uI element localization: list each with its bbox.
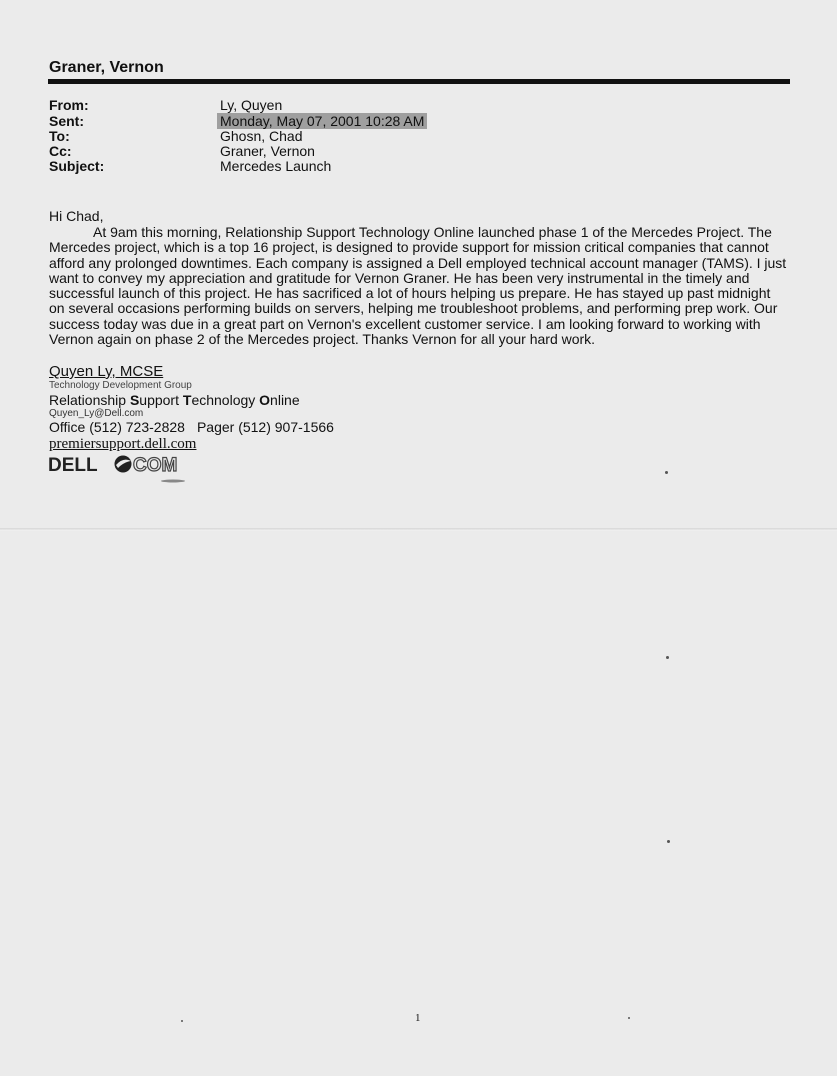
page-number: 1	[415, 1012, 421, 1024]
signature-phones	[49, 419, 334, 435]
scan-speck	[665, 471, 668, 474]
paper-fold-line	[0, 528, 837, 531]
logo-dell-text: DELL	[48, 455, 98, 476]
greeting: Hi Chad,	[49, 208, 104, 224]
subject-label: Subject:	[49, 158, 105, 174]
signature-name: Quyen Ly, MCSE	[49, 363, 164, 380]
to-value: Ghosn, Chad	[220, 128, 303, 144]
sent-value	[220, 114, 427, 129]
cc-label: Cc:	[49, 143, 72, 159]
to-label: To:	[49, 128, 70, 144]
signature-group: Technology Development Group	[49, 380, 192, 391]
org-initial: O	[259, 392, 271, 408]
logo-shadow	[161, 480, 185, 483]
subject-value: Mercedes Launch	[220, 158, 332, 174]
org-part: Relationship	[49, 392, 130, 408]
scan-speck	[667, 840, 670, 843]
office-phone: Office (512) 723-2828	[49, 419, 185, 435]
sent-value-text: Monday, May 07, 2001 10:28 AM	[217, 113, 427, 129]
from-label: From:	[49, 97, 89, 113]
mailbox-owner-name: Graner, Vernon	[49, 59, 164, 76]
message-body: At 9am this morning, Relationship Support Technology Online launched phase 1 of the Mercedes Project. The Mercedes project, which is a top 16 project, is designed to provide support for mission critical companies that cannot afford any prolonged downtimes. Each company is assigned a Dell employed technical account manager (TAMS). I just want to convey my appreciation and gratitude for Vernon Graner. He has been very instrumental in the timely and successful launch of this project. He has sacrificed a lot of hours helping us prepare. He has stayed up past midnight on several occasions performing builds on servers, helping me troubleshoot problems, and performing prep work. Our success today was due in a great part on Vernon's excellent customer service. I am looking forward to working with Vernon again on phase 2 of the Mercedes project. Thanks Vernon for all your hard work.	[49, 224, 787, 348]
signature-organization	[49, 392, 300, 408]
signature-email: Quyen_Ly@Dell.com	[49, 408, 144, 419]
org-initial: S	[129, 392, 140, 408]
scan-speck	[181, 1020, 183, 1022]
cc-value: Graner, Vernon	[220, 143, 315, 159]
header-divider	[48, 79, 790, 84]
org-part: upport	[139, 392, 183, 408]
org-initial: T	[182, 392, 192, 408]
org-part: nline	[270, 392, 300, 408]
logo-com-text: COM	[133, 455, 178, 476]
from-value: Ly, Quyen	[220, 97, 283, 113]
sent-label: Sent:	[49, 113, 84, 129]
scan-speck	[666, 656, 669, 659]
scan-speck	[628, 1017, 630, 1019]
org-part: echnology	[191, 392, 260, 408]
pager-number: Pager (512) 907-1566	[196, 419, 334, 435]
support-link[interactable]: premiersupport.dell.com	[49, 436, 197, 452]
dell-com-logo	[48, 453, 208, 487]
